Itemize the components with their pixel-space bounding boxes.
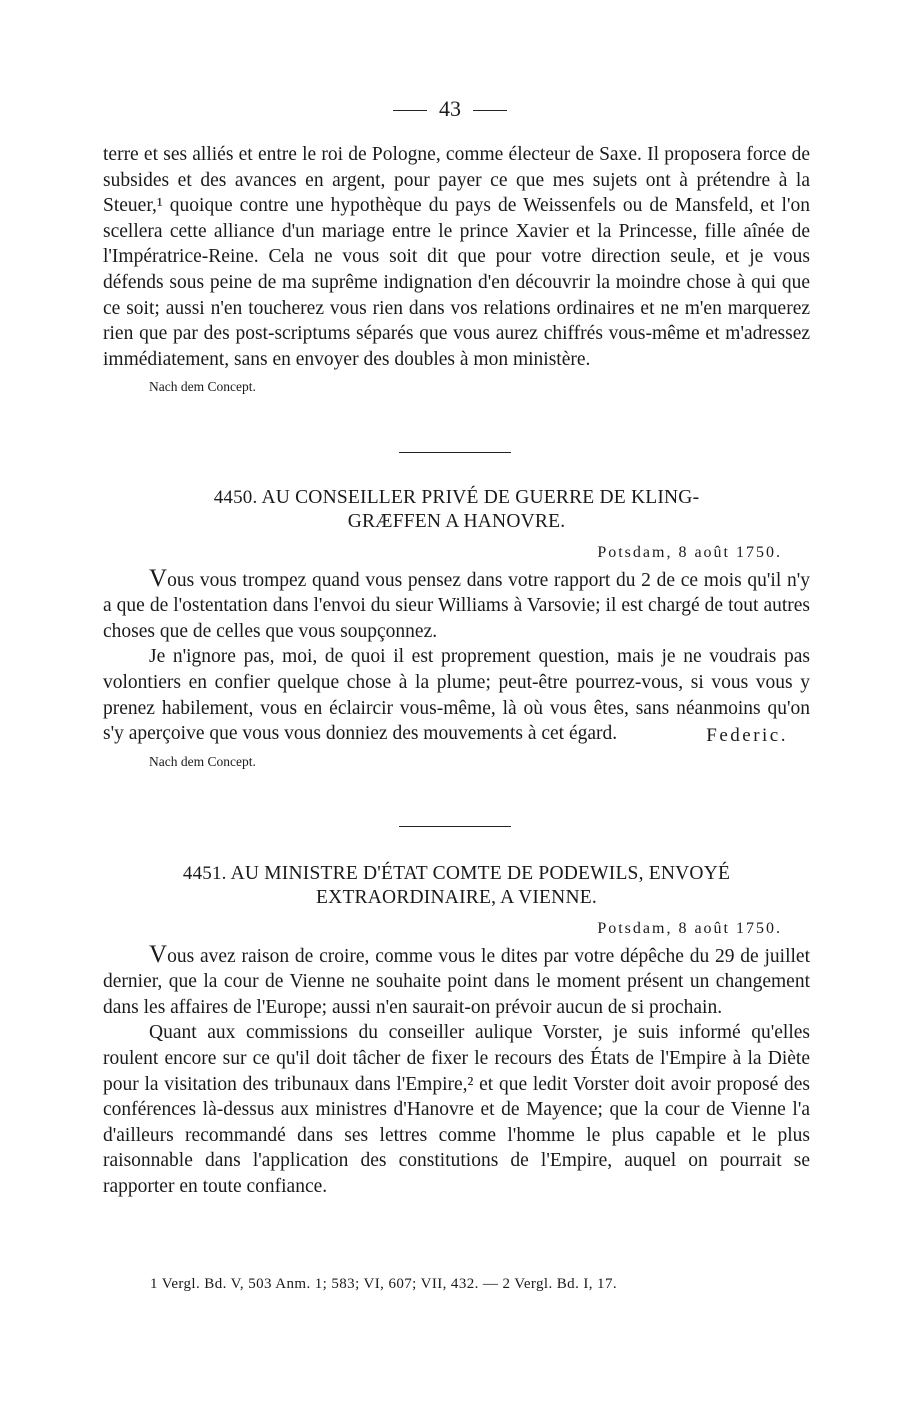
paragraph-1-text: ous vous trompez quand vous pensez dans votre rapport du 2 de ce mois qu'il n'y a que de l'ostentation dans l'envoi du sieur Williams à Varsovie; il est chargé de tout autres choses que de celles que vous soupçonnez. [103,569,810,642]
letter-4450 [103,486,810,773]
page-number: 43 [439,96,461,121]
letter-heading [103,862,810,910]
continuation-text: terre et ses alliés et entre le roi de Pologne, comme électeur de Saxe. Il proposera force de subsides et des avances en argent, pour payer ce que mes sujets ont à prétendre à la Steuer,¹ quoique contre une hypothèque du pays de Weissenfels ou de Mansfeld, et l'on scellera cette alliance d'un mariage entre le prince Xavier et la Princesse, fille aînée de l'Impératrice-Reine. Cela ne vous soit dit que pour votre direction seule, et je vous défends sous peine de ma suprême indignation d'en découvrir la moindre chose à qui que ce soit; aussi n'en toucherez vous rien dans vos relations ordinaires et ne m'en marquerez rien que par des post-scriptums séparés que vous aurez chiffrés vous-même et m'adressez immédiatement, sans en envoyer des doubles à mon ministère. [103,144,810,370]
section-divider [399,826,511,827]
letter-heading [103,486,810,534]
letter-number: 4451. [182,863,227,884]
paragraph-1 [103,942,810,1021]
dateline: Potsdam, 8 août 1750. [597,544,782,561]
footnotes: 1 Vergl. Bd. V, 503 Anm. 1; 583; VI, 607; VII, 432. — 2 Vergl. Bd. I, 17. [150,1276,618,1292]
initial-letter: V [149,564,168,592]
heading-line-2: GRÆFFEN A HANOVRE. [347,511,566,532]
initial-letter: V [149,940,168,968]
letter-number: 4450. [213,487,258,508]
dateline: Potsdam, 8 août 1750. [597,920,782,937]
header-dash-left [393,110,427,111]
page-header [0,96,900,122]
heading-line-1: AU CONSEILLER PRIVÉ DE GUERRE DE KLING- [261,487,700,508]
letter-4451 [103,862,810,1200]
source-note: Nach dem Concept. [149,753,256,769]
heading-line-2: EXTRAORDINAIRE, A VIENNE. [316,887,597,908]
signature: Federic. [706,724,788,746]
continuation-block [103,142,810,400]
paragraph-1-text: ous avez raison de croire, comme vous le dites par votre dépêche du 29 de juillet dernier, que la cour de Vienne ne souhaite point dans le moment présent un changement dans les affaires de l'Europe; aussi n'en saurait-on prévoir aucun de si prochain. [103,945,810,1018]
paragraph-2: Je n'ignore pas, moi, de quoi il est proprement question, mais je ne voudrais pas volontiers en confier quelque chose à la plume; peut-être pourrez-vous, si vous vous y prenez habilement, vous en éclaircir vous-même, là où vous êtes, sans néanmoins qu'on s'y aperçoive que vous vous donniez des mouvements à cet égard. [103,646,810,745]
header-dash-right [473,110,507,111]
heading-line-1: AU MINISTRE D'ÉTAT COMTE DE PODEWILS, ENVOYÉ [230,863,731,884]
paragraph-1 [103,566,810,645]
source-note: Nach dem Concept. [149,379,256,395]
section-divider [399,452,511,453]
paragraph-2: Quant aux commissions du conseiller aulique Vorster, je suis informé qu'elles roulent encore sur ce qu'il doit tâcher de fixer le recours des États de l'Empire à la Diète pour la visitation des tribunaux dans l'Empire,² et que ledit Vorster doit avoir proposé des conférences là-dessus aux ministres d'Hanovre et de Mayence; que la cour de Vienne l'a d'ailleurs recommandé dans ses lettres comme l'homme le plus capable et le plus raisonnable dans l'application des constitutions de l'Empire, auquel on pourrait se rapporter en toute confiance. [103,1022,810,1197]
